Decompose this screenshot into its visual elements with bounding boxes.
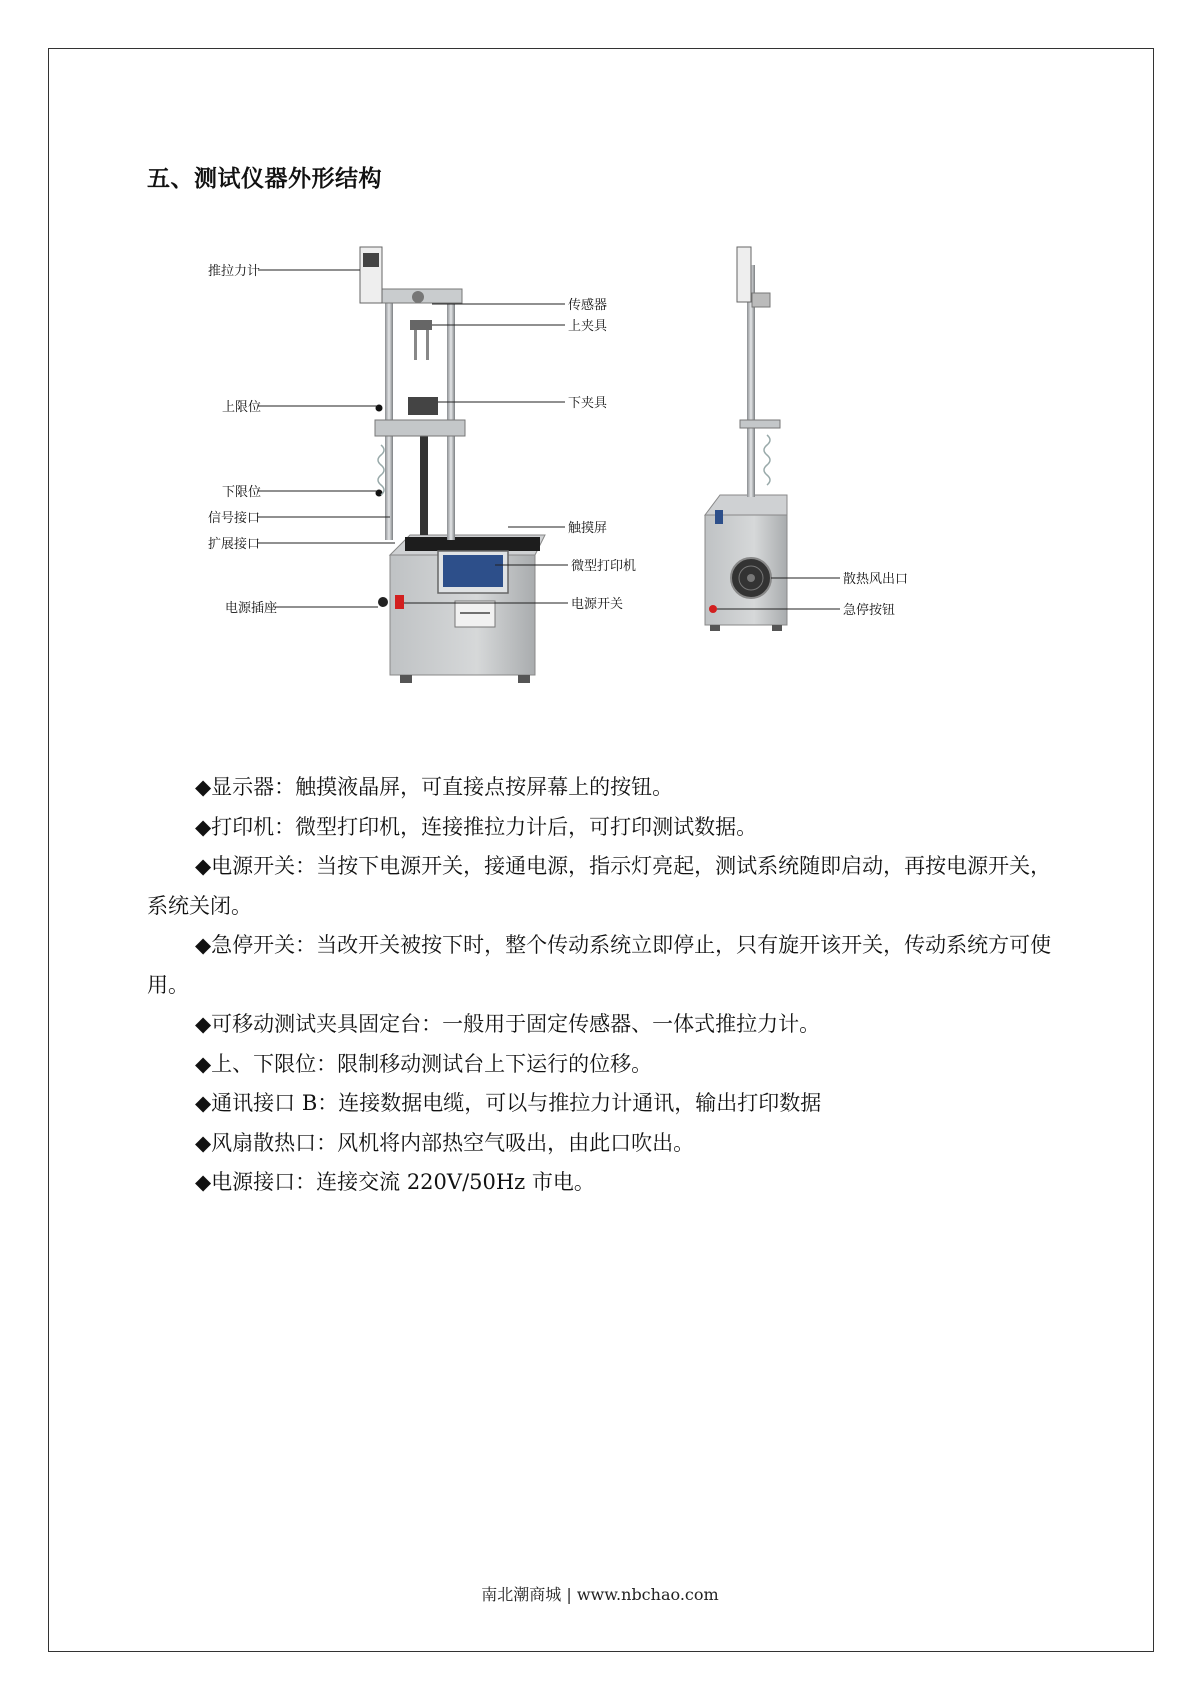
label-micro-printer: 微型打印机 bbox=[571, 559, 637, 574]
label-extension-port: 扩展接口 bbox=[208, 537, 261, 552]
label-lower-limit: 下限位 bbox=[222, 485, 262, 500]
list-item: ◆可移动测试夹具固定台：一般用于固定传感器、一体式推拉力计。 bbox=[195, 1012, 821, 1036]
label-emergency-stop: 急停按钮 bbox=[843, 603, 896, 618]
list-item: ◆电源接口：连接交流 220V/50Hz 市电。 bbox=[195, 1170, 595, 1194]
list-item: ◆急停开关：当改开关被按下时，整个传动系统立即停止，只有旋开该开关，传动系统方可使用。 bbox=[147, 933, 1052, 997]
list-item: ◆通讯接口 B：连接数据电缆，可以与推拉力计通讯，输出打印数据 bbox=[195, 1091, 822, 1115]
label-signal-port: 信号接口 bbox=[208, 511, 261, 526]
label-sensor: 传感器 bbox=[568, 298, 608, 313]
label-push-pull-gauge: 推拉力计 bbox=[208, 264, 261, 279]
feature-list bbox=[147, 768, 1067, 1203]
list-item: ◆打印机：微型打印机，连接推拉力计后，可打印测试数据。 bbox=[195, 814, 758, 839]
label-upper-limit: 上限位 bbox=[222, 400, 262, 415]
section-title: 五、测试仪器外形结构 bbox=[147, 166, 382, 192]
front-view-machine bbox=[360, 247, 545, 683]
label-touch-screen: 触摸屏 bbox=[568, 521, 608, 536]
list-item: ◆显示器：触摸液晶屏，可直接点按屏幕上的按钮。 bbox=[195, 775, 674, 799]
label-cooling-outlet: 散热风出口 bbox=[843, 572, 909, 587]
list-item: ◆风扇散热口：风机将内部热空气吸出，由此口吹出。 bbox=[195, 1130, 695, 1155]
label-power-switch: 电源开关 bbox=[571, 597, 624, 612]
label-upper-clamp: 上夹具 bbox=[568, 319, 608, 334]
label-power-socket: 电源插座 bbox=[225, 601, 278, 616]
instrument-figure bbox=[200, 245, 1080, 705]
page-footer: 南北潮商城 | www.nbchao.com bbox=[481, 1585, 719, 1604]
instrument-diagram bbox=[200, 245, 1080, 705]
list-item: ◆上、下限位：限制移动测试台上下运行的位移。 bbox=[195, 1051, 653, 1076]
side-view-machine bbox=[705, 247, 787, 631]
list-item: ◆电源开关：当按下电源开关，接通电源，指示灯亮起，测试系统随即启动，再按电源开关，系统关闭。 bbox=[147, 854, 1052, 918]
label-lower-clamp: 下夹具 bbox=[568, 396, 608, 411]
